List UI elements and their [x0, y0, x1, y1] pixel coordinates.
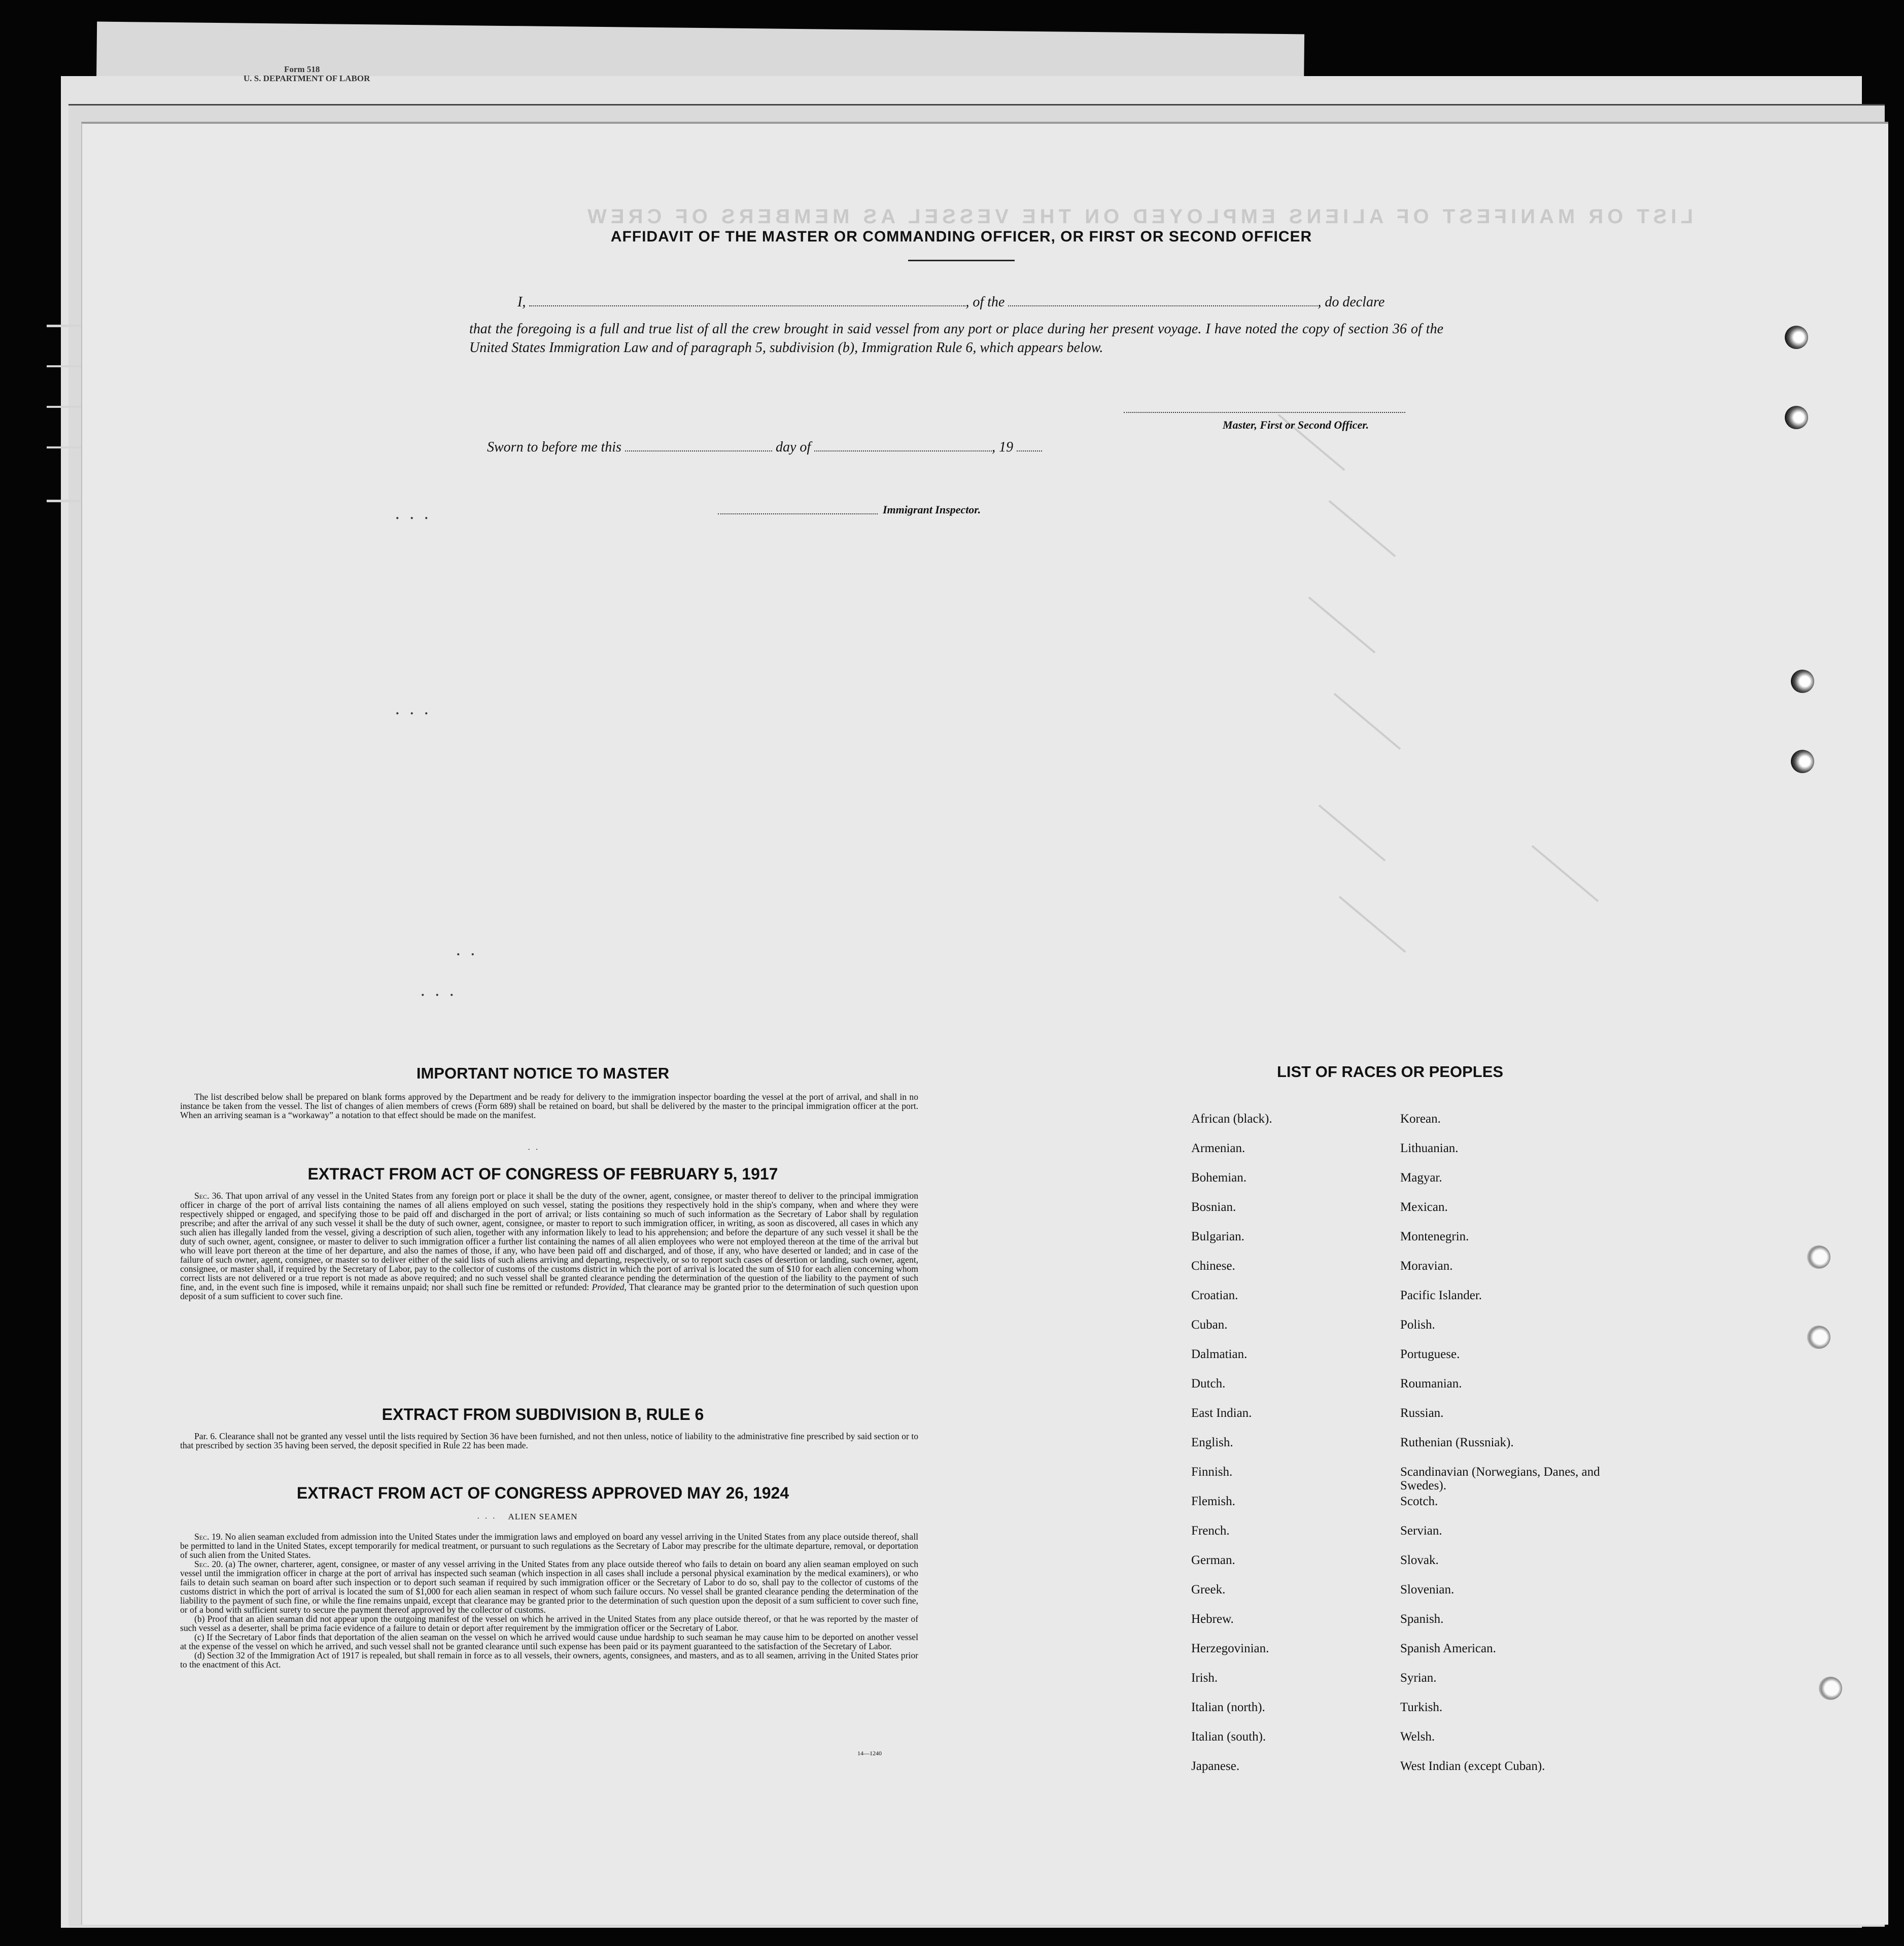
- race-item: Korean.: [1400, 1112, 1441, 1126]
- sworn-line: [487, 439, 1042, 456]
- dot-marks: ..: [457, 944, 486, 958]
- race-item: Finnish.: [1191, 1465, 1233, 1479]
- race-item: Cuban.: [1191, 1318, 1228, 1332]
- race-item: Welsh.: [1400, 1730, 1435, 1744]
- master-signature-blank[interactable]: [1124, 412, 1405, 413]
- race-item: Greek.: [1191, 1583, 1226, 1596]
- alien-seamen-subtitle: ALIEN SEAMEN: [508, 1512, 578, 1521]
- form-number: 14—1240: [857, 1750, 882, 1757]
- form-stamp: Form 518 U. S. DEPARTMENT OF LABOR: [244, 64, 370, 83]
- race-item: Turkish.: [1400, 1700, 1443, 1714]
- race-item: Bohemian.: [1191, 1171, 1247, 1185]
- section-36-text: That upon arrival of any vessel in the United States from any foreign port or place it shall be the duty of the owner, agent, consignee, or master thereof to deliver to the principal immigration officer in charge of the port of arrival lists containing the names of all aliens employed on such vessel, stating the positions they respectively hold in the ship's company, when and where they were respectively shipped or engaged, and specifying those to be paid off and discharged in the port of arrival; or lists containing so much of such information as the Secretary of Labor shall by regulation prescribe; and after the arrival of any such vessel it shall be the duty of such owner, agent, consignee, or master to report to such immigration officer, in writing, as soon as discovered, all cases in which any such alien has illegally landed from the vessel, giving a description of such alien, together with any information likely to lead to his apprehension; and before the departure of any such vessel it shall be the duty of such owner, agent, consignee, or master to deliver to such immigration officer a further list containing the names of all alien employees who were not employed thereon at the time of the arrival but who will leave port thereon at the time of her departure, and also the names of those, if any, who have been paid off and discharged, and of those, if any, who have deserted or landed; and in case of the failure of such owner, agent, consignee, or master so to deliver either of the said lists of such aliens arriving and departing, respectively, or so to report such cases of desertion or landing, such owner, agent, consignee, or master shall, if required by the Secretary of Labor, pay to the collector of customs of the customs district in which the port of arrival is located the sum of $10 for each alien concerning whom correct lists are not delivered or a true report is not made as above required; and no such vessel shall be granted clearance pending the determination of the question of the liability to the payment of such fine, and, in the event such fine is imposed, while it remains unpaid; nor shall such fine be remitted or refunded:: [180, 1191, 918, 1292]
- race-item: Dutch.: [1191, 1377, 1226, 1391]
- race-item: Japanese.: [1191, 1759, 1240, 1773]
- punch-hole: [1791, 750, 1814, 773]
- race-item: Magyar.: [1400, 1171, 1442, 1185]
- race-item: Montenegrin.: [1400, 1230, 1469, 1243]
- race-item: Armenian.: [1191, 1141, 1245, 1155]
- notice-paragraph: The list described below shall be prepared on blank forms approved by the Department and be ready for delivery to the immigration inspector boarding the vessel at the port of arrival, and shall in no instance be taken from the vessel. The list of changes of alien members of crews (Form 689) shall be retained on board, but shall be delivered by the master to the principal immigration officer at the port. When an arriving seaman is a “workaway” a notation to that effect should be made on the manifest.: [180, 1092, 918, 1120]
- dot-marks: ...: [396, 507, 439, 522]
- race-item: Italian (south).: [1191, 1730, 1266, 1744]
- punch-hole: [1819, 1677, 1842, 1700]
- punch-hole: [1785, 406, 1808, 429]
- declaration-line: [517, 294, 1384, 310]
- bleed-through-heading: LIST OR MANIFEST OF ALIENS EMPLOYED ON THE VESSEL AS MEMBERS OF CREW: [583, 205, 1693, 228]
- sworn-day-blank[interactable]: [625, 440, 772, 451]
- race-item: Russian.: [1400, 1406, 1444, 1420]
- race-item: German.: [1191, 1553, 1235, 1567]
- underlying-page-edge: [47, 325, 85, 502]
- affidavit-title: AFFIDAVIT OF THE MASTER OR COMMANDING OFFICER, OR FIRST OR SECOND OFFICER: [610, 228, 1312, 245]
- race-item: Ruthenian (Russniak).: [1400, 1436, 1514, 1449]
- title-rule: [908, 260, 1015, 261]
- punch-hole: [1807, 1326, 1830, 1349]
- section-20a-text: (a) The owner, charterer, agent, consignee, or master of any vessel arriving in the United States from any place outside thereof who fails to detain on board any alien seaman employed on such vessel until the immigration officer in charge at the port of arrival has inspected such seaman (which inspection in all cases shall include a personal physical examination by the medical examiners), or who fails to detain such seaman on board after such inspection or to deport such seaman if required by such immigration officer or the Secretary of Labor to do so, shall pay to the collector of customs of the customs district in which the port of arrival is located the sum of $1,000 for each alien seaman in respect of whom such failure occurs. No vessel shall be granted clearance pending the determination of the liability to the payment of such fine, or while the fine remains unpaid, except that clearance may be granted prior to the determination of such question upon the deposit of a sum sufficient to cover such fine, or of a bond with sufficient surety to secure the payment thereof approved by the collector of customs.: [180, 1559, 918, 1615]
- race-item: West Indian (except Cuban).: [1400, 1759, 1545, 1773]
- declaration-of-the: , of the: [965, 294, 1005, 310]
- rule6-paragraph: Par. 6. Clearance shall not be granted any vessel until the lists required by Section 36 have been furnished, and not then unless, notice of liability to the administrative fine prescribed by said section or to that prescribed by section 35 having been served, the deposit specified in Rule 22 has been made.: [180, 1431, 918, 1450]
- underlying-page-line: [47, 365, 82, 367]
- separator-marks: ··: [528, 1145, 543, 1154]
- dot-marks: ...: [396, 703, 439, 717]
- inspector-signature-blank[interactable]: [718, 513, 878, 514]
- sworn-year: , 19: [992, 439, 1014, 455]
- sworn-month-blank[interactable]: [814, 440, 992, 451]
- inspector-label: Immigrant Inspector.: [883, 503, 981, 516]
- race-item: East Indian.: [1191, 1406, 1252, 1420]
- race-item: Roumanian.: [1400, 1377, 1462, 1391]
- sworn-day-of: day of: [775, 439, 811, 455]
- race-item: Mexican.: [1400, 1200, 1448, 1214]
- race-item: Croatian.: [1191, 1289, 1238, 1302]
- provided-word: Provided,: [592, 1282, 627, 1292]
- race-item: Dalmatian.: [1191, 1347, 1248, 1361]
- race-item: Spanish.: [1400, 1612, 1444, 1626]
- race-item: Slovenian.: [1400, 1583, 1455, 1596]
- section-20c-text: (c) If the Secretary of Labor finds that deportation of the alien seaman on the vessel on which he arrived would cause undue hardship to such seaman he may cause him to be deported on another vessel at the expense of the vessel on which he arrived, and such vessel shall not be granted clearance until such expense has been paid or its payment guaranteed to the satisfaction of the Secretary of Labor.: [180, 1632, 918, 1651]
- notice-text: [180, 1092, 918, 1120]
- declaration-do-declare: , do declare: [1318, 294, 1385, 310]
- master-label: Master, First or Second Officer.: [1223, 419, 1369, 431]
- underlying-page-line: [47, 406, 82, 408]
- race-item: Chinese.: [1191, 1259, 1235, 1273]
- race-item: Pacific Islander.: [1400, 1289, 1482, 1302]
- extract-1924-title: EXTRACT FROM ACT OF CONGRESS APPROVED MAY 26, 1924: [296, 1484, 789, 1502]
- race-item: French.: [1191, 1524, 1230, 1538]
- race-item: Scotch.: [1400, 1495, 1438, 1508]
- dot-marks: ...: [421, 984, 465, 999]
- name-blank[interactable]: [529, 295, 965, 306]
- race-item: African (black).: [1191, 1112, 1272, 1126]
- vessel-blank[interactable]: [1008, 295, 1318, 306]
- race-item: Scandinavian (Norwegians, Danes, and Swedes).: [1400, 1465, 1600, 1492]
- race-item: Spanish American.: [1400, 1642, 1496, 1655]
- section-19-text: No alien seaman excluded from admission into the United States under the immigration laws and employed on board any vessel arriving in the United States from any place outside thereof, shall be permitted to land in the United States, except temporarily for medical treatment, or pursuant to such regulations as the Secretary of Labor may prescribe for the ultimate departure, removal, or deportation of such alien from the United States.: [180, 1532, 918, 1560]
- extract-1924-text: [180, 1532, 918, 1669]
- race-item: Portuguese.: [1400, 1347, 1460, 1361]
- extract-1917-title: EXTRACT FROM ACT OF CONGRESS OF FEBRUARY 5, 1917: [307, 1165, 778, 1183]
- section-36-label: Sec. 36.: [194, 1191, 223, 1201]
- race-item: Irish.: [1191, 1671, 1218, 1685]
- sworn-text: Sworn to before me this: [487, 439, 621, 455]
- race-item: Lithuanian.: [1400, 1141, 1459, 1155]
- race-item: Moravian.: [1400, 1259, 1453, 1273]
- section-36-tail: That clearance may be granted prior to the determination of such question upon deposit of a sum sufficient to cover such fine.: [180, 1282, 918, 1301]
- race-item: Flemish.: [1191, 1495, 1235, 1508]
- race-item: Polish.: [1400, 1318, 1435, 1332]
- punch-hole: [1791, 670, 1814, 693]
- underlying-page-line: [47, 446, 82, 448]
- race-item: Slovak.: [1400, 1553, 1439, 1567]
- sworn-year-blank[interactable]: [1017, 440, 1042, 451]
- race-item: Hebrew.: [1191, 1612, 1234, 1626]
- race-item: English.: [1191, 1436, 1233, 1449]
- section-19-label: Sec. 19.: [194, 1532, 223, 1542]
- declaration-i: I,: [517, 294, 526, 310]
- punch-hole: [1785, 326, 1808, 349]
- affidavit-paragraph: that the foregoing is a full and true list of all the crew brought in said vessel from any port or place during her present voyage. I have noted the copy of section 36 of the United States Immigration Law and of paragraph 5, subdivision (b), Immigration Rule 6, which appears below.: [469, 321, 1443, 356]
- race-item: Syrian.: [1400, 1671, 1437, 1685]
- section-20-label: Sec. 20.: [194, 1559, 223, 1569]
- notice-title: IMPORTANT NOTICE TO MASTER: [416, 1064, 670, 1082]
- extract-rule6-text: [180, 1432, 918, 1450]
- section-20d-text: (d) Section 32 of the Immigration Act of 1917 is repealed, but shall remain in force as to all vessels, their owners, agents, consignees, and masters, and as to all seamen, arriving in the United States prior to the enactment of this Act.: [180, 1650, 918, 1670]
- race-item: Servian.: [1400, 1524, 1442, 1538]
- section-20b-text: (b) Proof that an alien seaman did not appear upon the outgoing manifest of the vessel on which he arrived in the United States from any place outside thereof, or that he was reported by the master of such vessel as a deserter, shall be prima facie evidence of a failure to detain or deport after requirement by the immigration officer or the Secretary of Labor.: [180, 1614, 918, 1633]
- separator-marks: ···: [477, 1514, 500, 1523]
- race-item: Italian (north).: [1191, 1700, 1265, 1714]
- race-item: Bulgarian.: [1191, 1230, 1244, 1243]
- punch-hole: [1807, 1245, 1830, 1269]
- races-title: LIST OF RACES OR PEOPLES: [1276, 1063, 1504, 1081]
- extract-rule6-title: EXTRACT FROM SUBDIVISION B, RULE 6: [382, 1405, 704, 1423]
- race-item: Herzegovinian.: [1191, 1642, 1269, 1655]
- extract-1917-text: [180, 1191, 918, 1301]
- race-item: Bosnian.: [1191, 1200, 1236, 1214]
